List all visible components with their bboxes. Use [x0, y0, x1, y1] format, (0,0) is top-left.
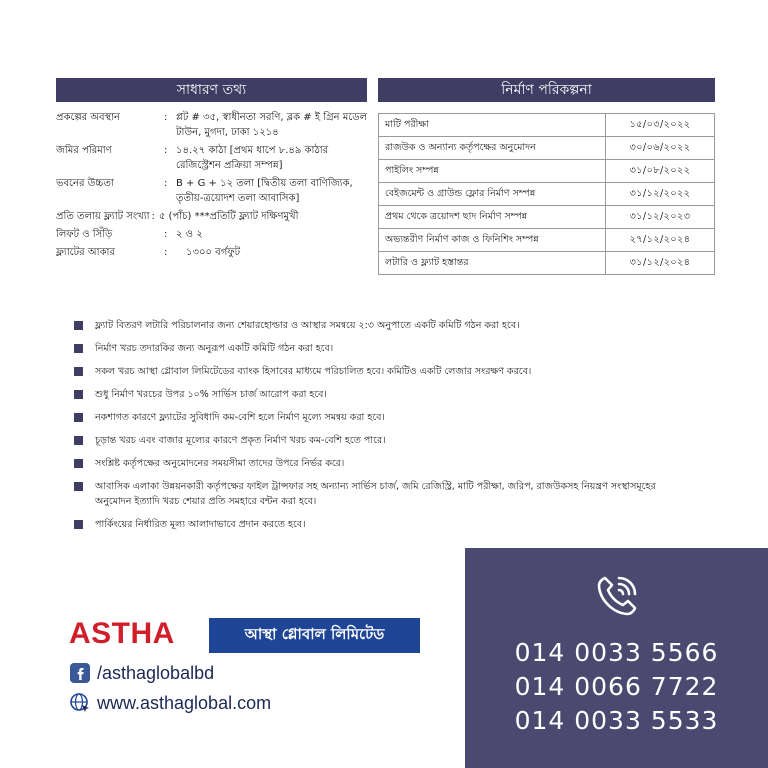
table-row	[379, 183, 715, 206]
task-cell: পাইলিং সম্পন্ন	[379, 160, 606, 183]
note-text: নির্মাণ খরচ তদারকির জন্য অনুরূপ একটি কমিটি গঠন করা হবে।	[95, 343, 334, 354]
general-info-title: সাধারণ তথ্য	[176, 82, 247, 98]
astha-logo: ASTHA	[69, 617, 175, 650]
bullet-icon	[74, 436, 83, 445]
table-row	[379, 206, 715, 229]
info-row-land: জমির পরিমাণ : ১৪.২৭ কাঠা [প্রথম ধাপে ৮.৪৯ কাঠার রেজিস্ট্রেশন প্রক্রিয়া সম্পন্ন]	[56, 143, 376, 173]
info-value: ১৪.২৭ কাঠা [প্রথম ধাপে ৮.৪৯ কাঠার রেজিস্ট্রেশন প্রক্রিয়া সম্পন্ন]	[176, 145, 329, 171]
task-cell: মাটি পরীক্ষা	[379, 114, 606, 137]
general-info-list	[56, 110, 376, 263]
phone-icon	[591, 570, 643, 622]
facebook-link[interactable]	[69, 662, 214, 684]
note-text: নকশাগত কারণে ফ্ল্যাটের সুবিধাদি কম-বেশি হলে নির্মাণ মূল্যে সমন্বয় করা হবে।	[95, 412, 385, 423]
table-row	[379, 137, 715, 160]
info-label: লিফট ও সিঁড়ি	[56, 229, 113, 240]
table-row	[379, 229, 715, 252]
task-cell: রাজউক ও অন্যান্য কর্তৃপক্ষের অনুমোদন	[379, 137, 606, 160]
note-text: চূড়ান্ত খরচ এবং বাজার মূল্যের কারণে প্রকৃত নির্মাণ খরচ কম-বেশি হতে পারে।	[95, 435, 386, 446]
list-item	[74, 517, 694, 532]
list-item	[74, 433, 694, 448]
info-value: প্লট # ৩৫, স্বাধীনতা সরণি, ব্লক # ই গ্রিন মডেল টাউন, মুগদা, ঢাকা ১২১৪	[176, 112, 368, 138]
phone-number-1[interactable]: 014 0033 5566	[514, 638, 719, 667]
note-text: সংশ্লিষ্ট কর্তৃপক্ষের অনুমোদনের সময়সীমা তাদের উপরে নির্ভর করে।	[95, 458, 345, 469]
facebook-handle: /asthaglobalbd	[97, 662, 215, 683]
table-row	[379, 252, 715, 275]
note-text: সকল খরচ আস্থা গ্লোবাল লিমিটেডের ব্যাংক হিসাবের মাধ্যমে পরিচালিত হবে। কমিটিও একটি লেজার সংরক্ষণ করবে।	[95, 366, 532, 377]
list-item	[74, 410, 694, 425]
list-item	[74, 456, 694, 471]
bullet-icon	[74, 413, 83, 422]
task-cell: অভ্যন্তরীণ নির্মাণ কাজ ও ফিনিশিং সম্পন্ন	[379, 229, 606, 252]
date-cell: ৩১/১২/২০২৩	[606, 206, 715, 229]
globe-cursor-icon	[69, 692, 91, 714]
facebook-icon	[69, 662, 91, 684]
task-cell: প্রথম থেকে ত্রয়োদশ ছাদ নির্মাণ সম্পন্ন	[379, 206, 606, 229]
info-label: ফ্ল্যাটের আকার	[56, 247, 115, 258]
task-cell: বেইজমেন্ট ও গ্রাউন্ড ফ্লোর নির্মাণ সম্পন্ন	[379, 183, 606, 206]
bullet-icon	[74, 459, 83, 468]
info-label: প্রকল্পের অবস্থান	[56, 112, 121, 123]
website-url: www.asthaglobal.com	[97, 692, 272, 713]
note-text: পার্কিংয়ের নির্ধারিত মূল্য আলাদাভাবে প্রদান করতে হবে।	[95, 519, 306, 530]
construction-plan-table	[378, 113, 715, 275]
table-row	[379, 114, 715, 137]
task-cell: লটারি ও ফ্ল্যাট হস্তান্তর	[379, 252, 606, 275]
list-item	[74, 364, 694, 379]
phone-number-3[interactable]: 014 0033 5533	[514, 706, 719, 735]
bullet-icon	[74, 344, 83, 353]
info-label: ভবনের উচ্চতা	[56, 178, 114, 189]
list-item	[74, 341, 694, 356]
contact-panel	[465, 548, 768, 768]
note-text: শুধু নির্মাণ খরচের উপর ১০% সার্ভিস চার্জ আরোপ করা হবে।	[95, 389, 327, 400]
bullet-icon	[74, 321, 83, 330]
date-cell: ২৭/১২/২০২৪	[606, 229, 715, 252]
info-row-size: ফ্ল্যাটের আকার : ১৩০০ বর্গফুট	[56, 245, 376, 260]
info-row-location: প্রকল্পের অবস্থান : প্লট # ৩৫, স্বাধীনতা সরণি, ব্লক # ই গ্রিন মডেল টাউন, মুগদা, ঢাকা ১২১৪	[56, 110, 376, 140]
date-cell: ৩১/১২/২০২৪	[606, 252, 715, 275]
info-label: জমির পরিমাণ	[56, 145, 112, 156]
date-cell: ১৫/০৩/২০২২	[606, 114, 715, 137]
astha-logo-bengali: আস্থা গ্লোবাল লিমিটেড	[209, 618, 420, 653]
info-value: ৫ (পাঁচ) ***প্রতিটি ফ্ল্যাট দক্ষিণমুখী	[158, 211, 299, 222]
phone-number-2[interactable]: 014 0066 7722	[514, 672, 719, 701]
info-row-lift: লিফট ও সিঁড়ি : ২ ও ২	[56, 227, 376, 242]
bullet-icon	[74, 367, 83, 376]
date-cell: ৩১/১২/২০২২	[606, 183, 715, 206]
note-text: ফ্ল্যাট বিতরণ লটারি পরিচালনার জন্য শেয়ারহোল্ডার ও আস্থার সমন্বয়ে ২:৩ অনুপাতে একটি কমিটি গঠন করা হবে।	[95, 320, 520, 331]
construction-plan-header	[378, 78, 715, 102]
info-value: ২ ও ২	[176, 229, 203, 240]
info-row-height: ভবনের উচ্চতা : B + G + ১২ তলা [দ্বিতীয় তলা বাণিজ্যিক, তৃতীয়-ত্রয়োদশ তলা আবাসিক]	[56, 176, 376, 206]
general-info-header	[56, 78, 367, 102]
website-link[interactable]	[69, 692, 271, 714]
list-item	[74, 387, 694, 402]
info-value: ১৩০০ বর্গফুট	[186, 247, 241, 258]
bullet-icon	[74, 390, 83, 399]
construction-plan-title: নির্মাণ পরিকল্পনা	[501, 82, 592, 98]
date-cell: ৩১/০৮/২০২২	[606, 160, 715, 183]
bullet-icon	[74, 520, 83, 529]
note-text: আবাসিক এলাকা উন্নয়নকারী কর্তৃপক্ষের ফাইল ট্রান্সফার সহ অন্যান্য সার্ভিস চার্জ, জমি রেজিস্ট্রি, মাটি পরীক্ষা, জরিপ, রাজউকসহ নিয়ন্ত্রণ সংস্থাসমূহের অনুমোদন ইত্যাদি খরচ শেয়ার প্রতি সমহারে বন্টন করা হবে।	[95, 481, 656, 507]
list-item	[74, 479, 694, 509]
list-item	[74, 318, 694, 333]
info-value: B + G + ১২ তলা [দ্বিতীয় তলা বাণিজ্যিক, তৃতীয়-ত্রয়োদশ তলা আবাসিক]	[176, 178, 353, 204]
date-cell: ৩০/০৬/২০২২	[606, 137, 715, 160]
table-row	[379, 160, 715, 183]
info-label: প্রতি তলায় ফ্ল্যাট সংখ্যা	[56, 211, 150, 222]
bullet-icon	[74, 482, 83, 491]
info-row-flats: প্রতি তলায় ফ্ল্যাট সংখ্যা : ৫ (পাঁচ) ***প্রতিটি ফ্ল্যাট দক্ষিণমুখী	[56, 209, 376, 224]
notes-list	[74, 318, 694, 540]
